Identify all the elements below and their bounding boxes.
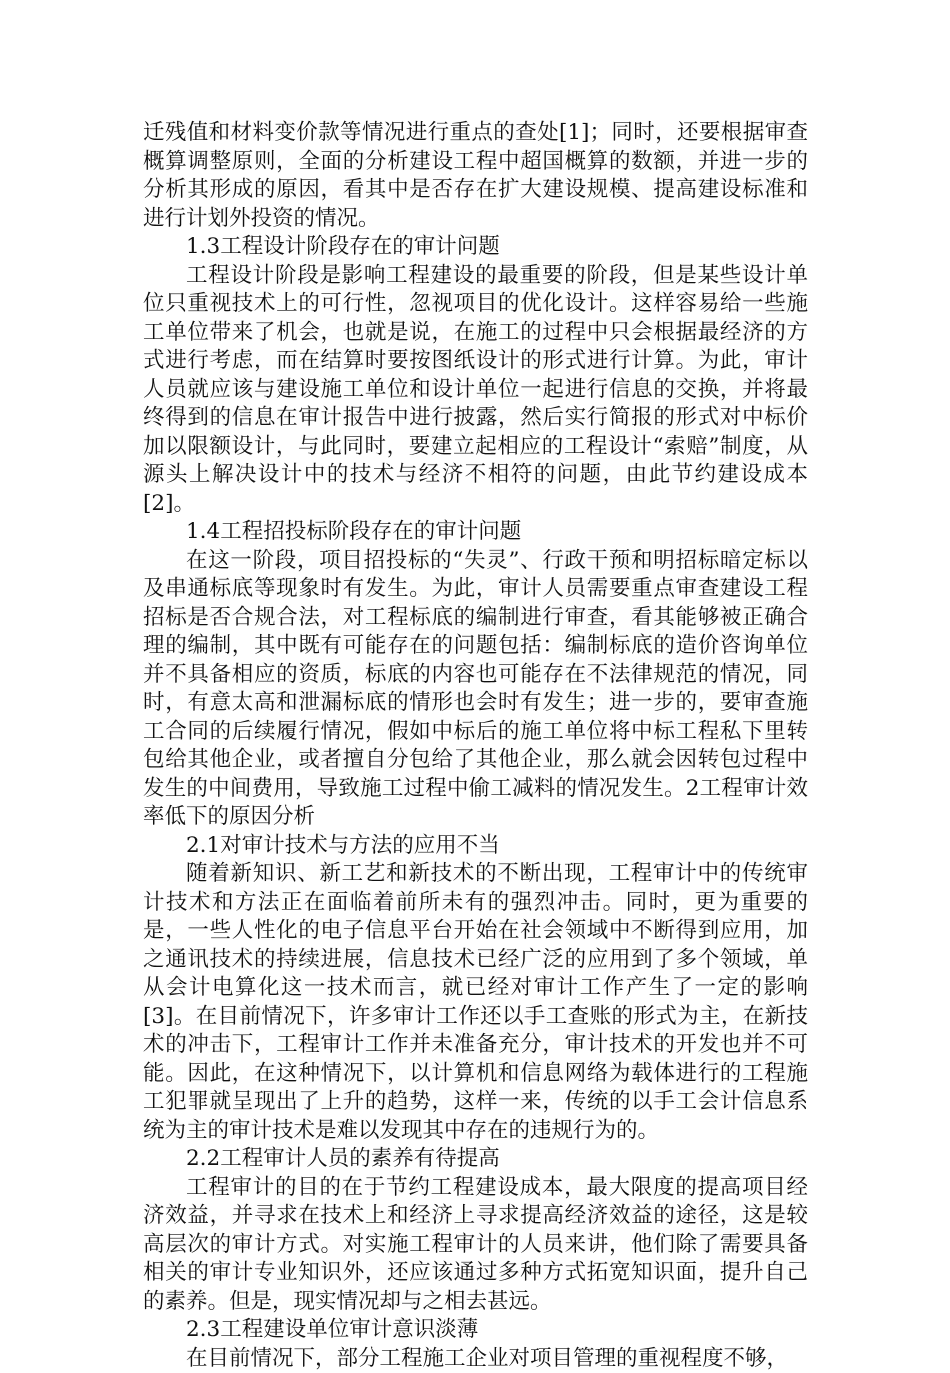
section-heading: 2.3工程建设单位审计意识淡薄 — [143, 1316, 808, 1345]
document-page — [143, 119, 808, 1373]
paragraph: 工程设计阶段是影响工程建设的最重要的阶段，但是某些设计单位只重视技术上的可行性，忽视项目的优化设计。这样容易给一些施工单位带来了机会，也就是说，在施工的过程中只会根据最经济的方式进行考虑，而在结算时要按图纸设计的形式进行计算。为此，审计人员就应该与建设施工单位和设计单位一起进行信息的交换，并将最终得到的信息在审计报告中进行披露，然后实行简报的形式对中标价加以限额设计，与此同时，要建立起相应的工程设计“索赔”制度，从源头上解决设计中的技术与经济不相符的问题，由此节约建设成本[2]。 — [143, 262, 808, 519]
paragraph: 在这一阶段，项目招投标的“失灵”、行政干预和明招标暗定标以及串通标底等现象时有发生。为此，审计人员需要重点审查建设工程招标是否合规合法，对工程标底的编制进行审查，看其能够被正确合理的编制，其中既有可能存在的问题包括：编制标底的造价咨询单位并不具备相应的资质，标底的内容也可能存在不法律规范的情况，同时，有意太高和泄漏标底的情形也会时有发生；进一步的，要审查施工合同的后续履行情况，假如中标后的施工单位将中标工程私下里转包给其他企业，或者擅自分包给了其他企业，那么就会因转包过程中发生的中间费用，导致施工过程中偷工减料的情况发生。2工程审计效率低下的原因分析 — [143, 547, 808, 832]
paragraph: 迁残值和材料变价款等情况进行重点的查处[1]；同时，还要根据审查概算调整原则，全面的分析建设工程中超国概算的数额，并进一步的分析其形成的原因，看其中是否存在扩大建设规模、提高建设标准和进行计划外投资的情况。 — [143, 119, 808, 233]
section-heading: 2.1对审计技术与方法的应用不当 — [143, 832, 808, 861]
section-heading: 2.2工程审计人员的素养有待提高 — [143, 1145, 808, 1174]
section-heading: 1.3工程设计阶段存在的审计问题 — [143, 233, 808, 262]
paragraph: 在目前情况下，部分工程施工企业对项目管理的重视程度不够， — [143, 1345, 808, 1373]
paragraph: 工程审计的目的在于节约工程建设成本，最大限度的提高项目经济效益，并寻求在技术上和经济上寻求提高经济效益的途径，这是较高层次的审计方式。对实施工程审计的人员来讲，他们除了需要具备相关的审计专业知识外，还应该通过多种方式拓宽知识面，提升自己的素养。但是，现实情况却与之相去甚远。 — [143, 1174, 808, 1317]
section-heading: 1.4工程招投标阶段存在的审计问题 — [143, 518, 808, 547]
paragraph: 随着新知识、新工艺和新技术的不断出现，工程审计中的传统审计技术和方法正在面临着前所未有的强烈冲击。同时，更为重要的是，一些人性化的电子信息平台开始在社会领域中不断得到应用，加之通讯技术的持续进展，信息技术已经广泛的应用到了多个领域，单从会计电算化这一技术而言，就已经对审计工作产生了一定的影响[3]。在目前情况下，许多审计工作还以手工查账的形式为主，在新技术的冲击下，工程审计工作并未准备充分，审计技术的开发也并不可能。因此，在这种情况下，以计算机和信息网络为载体进行的工程施工犯罪就呈现出了上升的趋势，这样一来，传统的以手工会计信息系统为主的审计技术是难以发现其中存在的违规行为的。 — [143, 860, 808, 1145]
